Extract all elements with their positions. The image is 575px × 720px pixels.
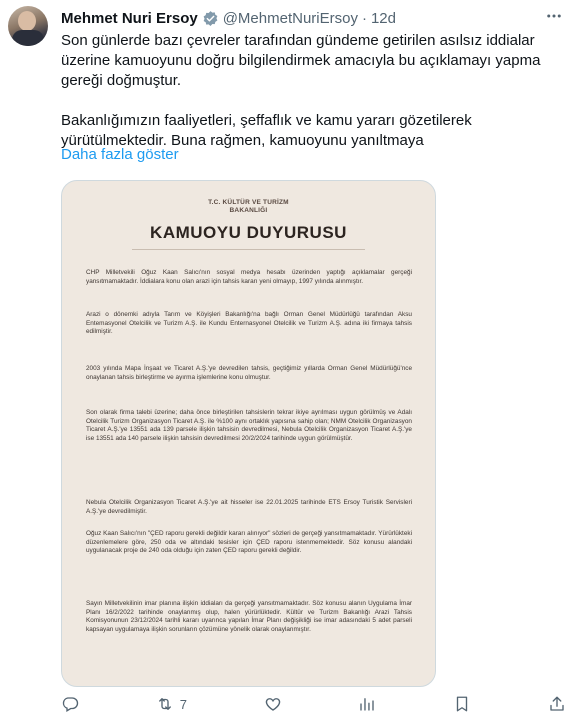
title-divider bbox=[132, 249, 365, 250]
retweet-button[interactable] bbox=[156, 695, 187, 713]
ministry-line-2: BAKANLIĞI bbox=[229, 207, 268, 214]
document-title: KAMUOYU DUYURUSU bbox=[150, 223, 347, 242]
share-button[interactable] bbox=[548, 695, 566, 713]
tweet-time[interactable]: 12d bbox=[370, 9, 396, 27]
views-button[interactable] bbox=[358, 695, 376, 713]
ministry-line-1: T.C. KÜLTÜR VE TURİZM bbox=[208, 199, 289, 206]
tweet-actions bbox=[61, 692, 566, 716]
views-icon bbox=[358, 695, 376, 713]
retweet-count: 7 bbox=[179, 696, 187, 712]
document-paragraph-5: Nebula Otelcilik Organizasyon Ticaret A.Ş.'ye ait hisseler ise 22.01.2025 tarihinde ETS Ersoy Turistik Servisleri A.Ş.'ye devredilmiştir. bbox=[86, 499, 412, 515]
document-paragraph-4: Son olarak firma talebi üzerine; daha önce birleştirilen tahsislerin tekrar ikiye ayrılması uygun görülmüş ve Adalı Otelcilik Turizm Organizasyon Ticaret A.Ş. ile %100 aynı ortaklık yapısına sahip olan; NMM Otelcilik Organizasyon Ticaret A.Ş.'ye 13551 ada 139 parsele ilişkin tahsisin devredilmesi, Nebula Otelcilik Organizasyon Ticaret A.Ş.'ye ise 13551 ada 140 parsele ilişkin tahsisin devredilmesi 20/2/2024 tarihinde uygun görülmüştür. bbox=[86, 409, 412, 442]
like-icon bbox=[264, 695, 282, 713]
document-paragraph-2: Arazi o dönemki adıyla Tarım ve Köyişleri Bakanlığı'na bağlı Orman Genel Müdürlüğü tarafından Aksu Entemasyonel Otelcilik ve Turizm A.Ş. ile Kundu Enternasyonel Otelcilik ve Turizm A.Ş. adına iki firmaya tahsis edilmiştir. bbox=[86, 311, 412, 336]
reply-button[interactable] bbox=[61, 695, 79, 713]
document-paragraph-3: 2003 yılında Mapa İnşaat ve Ticaret A.Ş.'ye devredilen tahsis, geçtiğimiz yıllarda Orman Genel Müdürlüğü'nce onaylanan tahsis birleştirme ve ayırma işlemlerine konu olmuştur. bbox=[86, 365, 412, 381]
more-icon bbox=[545, 7, 563, 25]
media-image[interactable] bbox=[61, 180, 436, 687]
author-handle[interactable]: @MehmetNuriErsoy bbox=[222, 9, 358, 27]
share-icon bbox=[548, 695, 566, 713]
more-button[interactable] bbox=[543, 6, 565, 26]
tweet-header bbox=[61, 8, 535, 28]
like-button[interactable] bbox=[264, 695, 282, 713]
verified-badge-icon bbox=[202, 10, 219, 27]
avatar[interactable] bbox=[8, 6, 48, 46]
author-name[interactable]: Mehmet Nuri Ersoy bbox=[61, 9, 198, 27]
bookmark-button[interactable] bbox=[453, 695, 471, 713]
tweet-paragraph-1: Son günlerde bazı çevreler tarafından gündeme getirilen asılsız iddialar üzerine kamuoyunu doğru bilgilendirmek amacıyla bu açıklamayı yapma gereği doğmuştur. bbox=[61, 32, 541, 89]
ministry-header bbox=[62, 199, 435, 215]
retweet-icon bbox=[156, 695, 174, 713]
separator-dot: · bbox=[361, 9, 367, 27]
document-paragraph-1: CHP Milletvekili Oğuz Kaan Salıcı'nın sosyal medya hesabı üzerinden yaptığı açıklamalar gerçeği yansıtmamaktadır. İddialara konu olan arazi için tahsis kararı yeni olmayıp, 1997 yılında alınmıştır. bbox=[86, 269, 412, 285]
document-paragraph-6: Oğuz Kaan Salıcı'nın "ÇED raporu gerekli değildir kararı alınıyor" sözleri de gerçeği yansıtmamaktadır. Yürürlükteki düzenlemelere göre, 250 oda ve altındaki tesisler için ÇED raporu istenmemektedir. Söz konusu alandaki uygulanacak proje de 240 oda olduğu için zaten ÇED raporu gerekli değildir. bbox=[86, 530, 412, 555]
tweet-text bbox=[61, 31, 566, 151]
announcement-document bbox=[62, 181, 435, 686]
avatar-suit bbox=[12, 30, 44, 46]
avatar-face bbox=[18, 11, 36, 31]
reply-icon bbox=[61, 695, 79, 713]
document-paragraph-7: Sayın Milletvekilinin imar planına ilişkin iddiaları da gerçeği yansıtmamaktadır. Söz konusu alanın Uygulama İmar Planı 16/2/2022 tarihinde onaylanmış olup, halen yürürlüktedir. Kültür ve Turizm Bakanlığı Arazi Tahsis Komisyonunun 23/12/2024 tarihli kararı uyarınca yapılan İmar Planı değişikliği ise imar adasındaki 5 adet parseli kapsayan uygulamaya ilişkin sorunların çözümüne yönelik olarak onaylanmıştır. bbox=[86, 600, 412, 633]
bookmark-icon bbox=[453, 695, 471, 713]
tweet-paragraph-2: Bakanlığımızın faaliyetleri, şeffaflık ve kamu yararı gözetilerek yürütülmektedir. Buna rağmen, kamuoyunu yanıltmaya bbox=[61, 112, 472, 149]
show-more-link[interactable]: Daha fazla göster bbox=[61, 146, 179, 163]
